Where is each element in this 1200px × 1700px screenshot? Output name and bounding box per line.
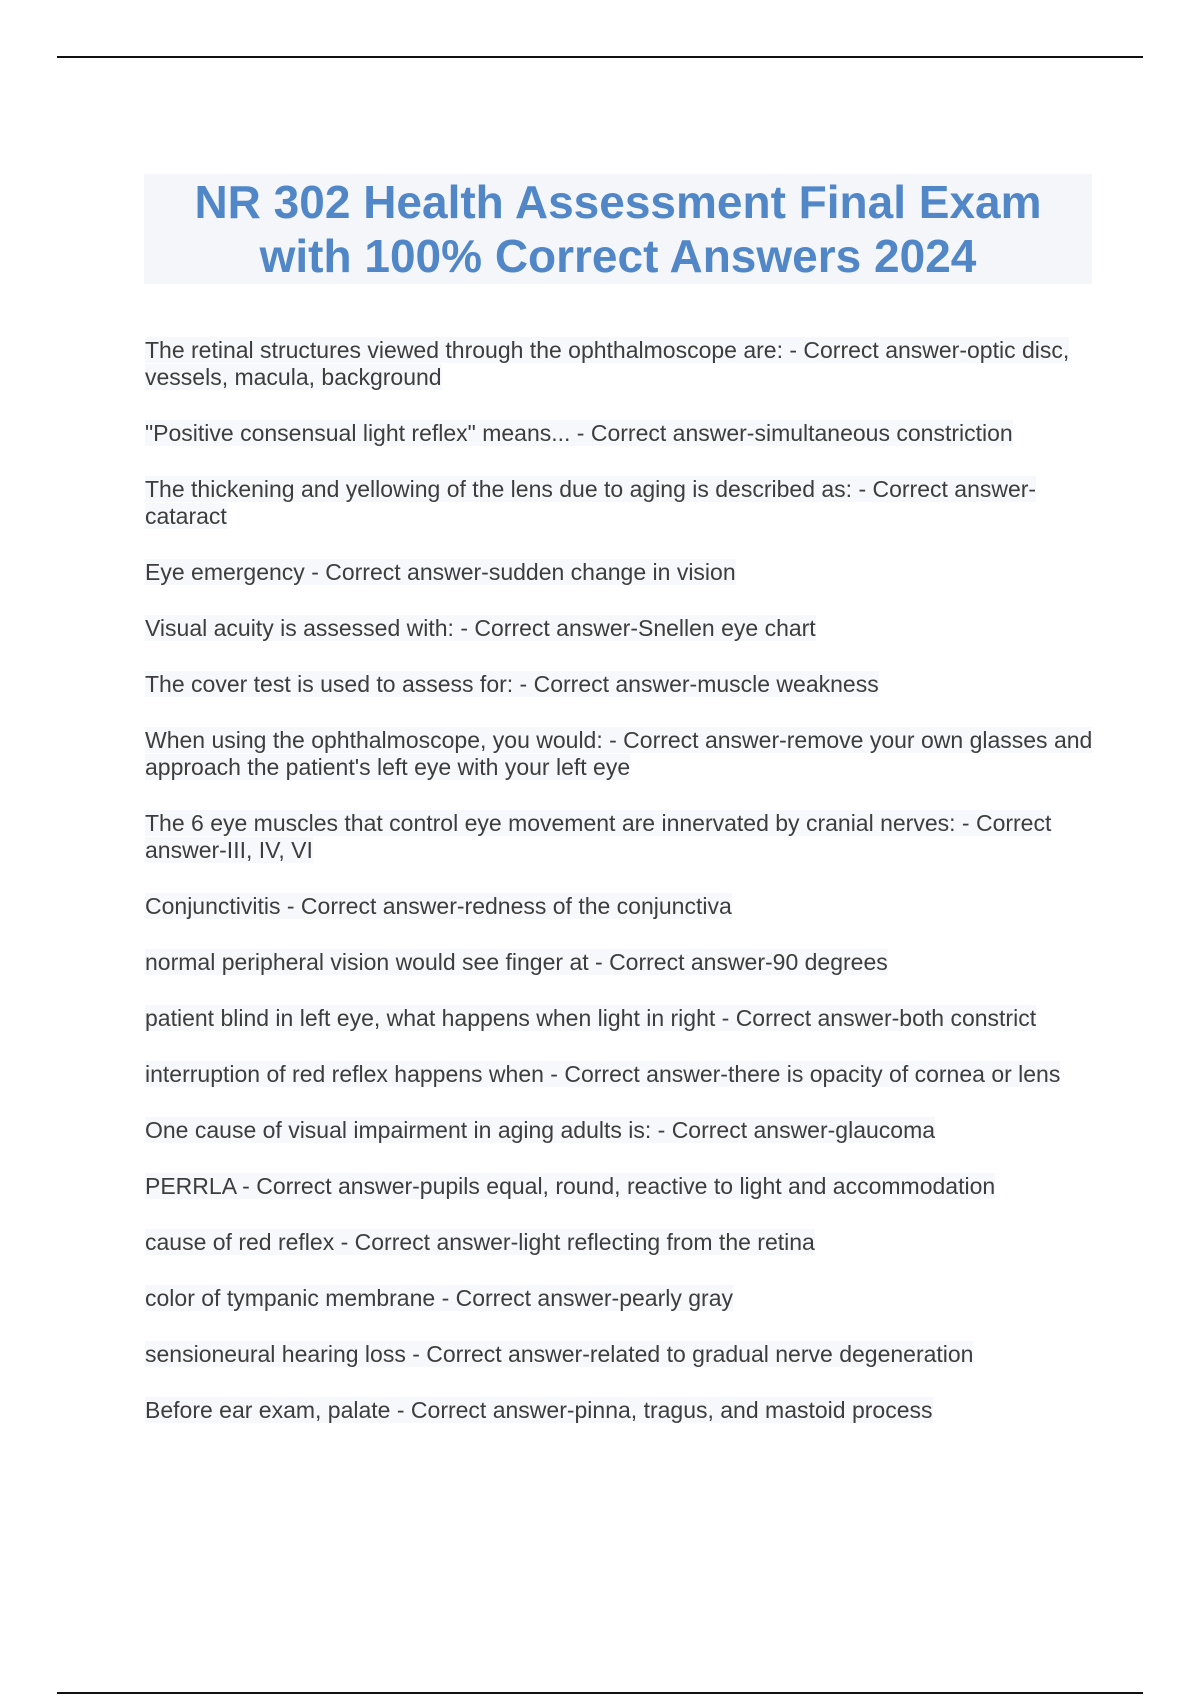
qa-item-4: Eye emergency - Correct answer-sudden change in vision xyxy=(145,559,736,585)
qa-item-18: Before ear exam, palate - Correct answer-pinna, tragus, and mastoid process xyxy=(145,1397,933,1423)
qa-item-10: normal peripheral vision would see finger at - Correct answer-90 degrees xyxy=(145,949,888,975)
qa-item-15: cause of red reflex - Correct answer-light reflecting from the retina xyxy=(145,1229,815,1255)
top-divider xyxy=(57,56,1143,58)
title-banner xyxy=(144,174,1092,284)
qa-item-7: When using the ophthalmoscope, you would: - Correct answer-remove your own glasses and approach the patient's left eye with your left eye xyxy=(145,727,1093,780)
qa-item-16: color of tympanic membrane - Correct answer-pearly gray xyxy=(145,1285,733,1311)
title-line-1: NR 302 Health Assessment Final Exam xyxy=(194,176,1042,228)
qa-item-13: One cause of visual impairment in aging adults is: - Correct answer-glaucoma xyxy=(145,1117,936,1143)
qa-item-5: Visual acuity is assessed with: - Correct answer-Snellen eye chart xyxy=(145,615,816,641)
qa-item-8: The 6 eye muscles that control eye movement are innervated by cranial nerves: - Correct answer-III, IV, VI xyxy=(145,810,1052,863)
qa-item-12: interruption of red reflex happens when - Correct answer-there is opacity of cornea or lens xyxy=(145,1061,1061,1087)
bottom-divider xyxy=(57,1692,1143,1694)
title-line-2: with 100% Correct Answers 2024 xyxy=(259,230,977,282)
qa-item-2: "Positive consensual light reflex" means... - Correct answer-simultaneous constriction xyxy=(145,420,1013,446)
qa-item-1: The retinal structures viewed through the ophthalmoscope are: - Correct answer-optic disc, vessels, macula, background xyxy=(145,337,1070,390)
page-title xyxy=(194,175,1041,283)
qa-item-9: Conjunctivitis - Correct answer-redness of the conjunctiva xyxy=(145,893,732,919)
qa-item-3: The thickening and yellowing of the lens due to aging is described as: - Correct answer-cataract xyxy=(145,476,1037,529)
qa-item-17: sensioneural hearing loss - Correct answer-related to gradual nerve degeneration xyxy=(145,1341,974,1367)
qa-list xyxy=(145,337,1095,1453)
qa-item-6: The cover test is used to assess for: - Correct answer-muscle weakness xyxy=(145,671,879,697)
qa-item-14: PERRLA - Correct answer-pupils equal, round, reactive to light and accommodation xyxy=(145,1173,996,1199)
qa-item-11: patient blind in left eye, what happens when light in right - Correct answer-both constrict xyxy=(145,1005,1037,1031)
